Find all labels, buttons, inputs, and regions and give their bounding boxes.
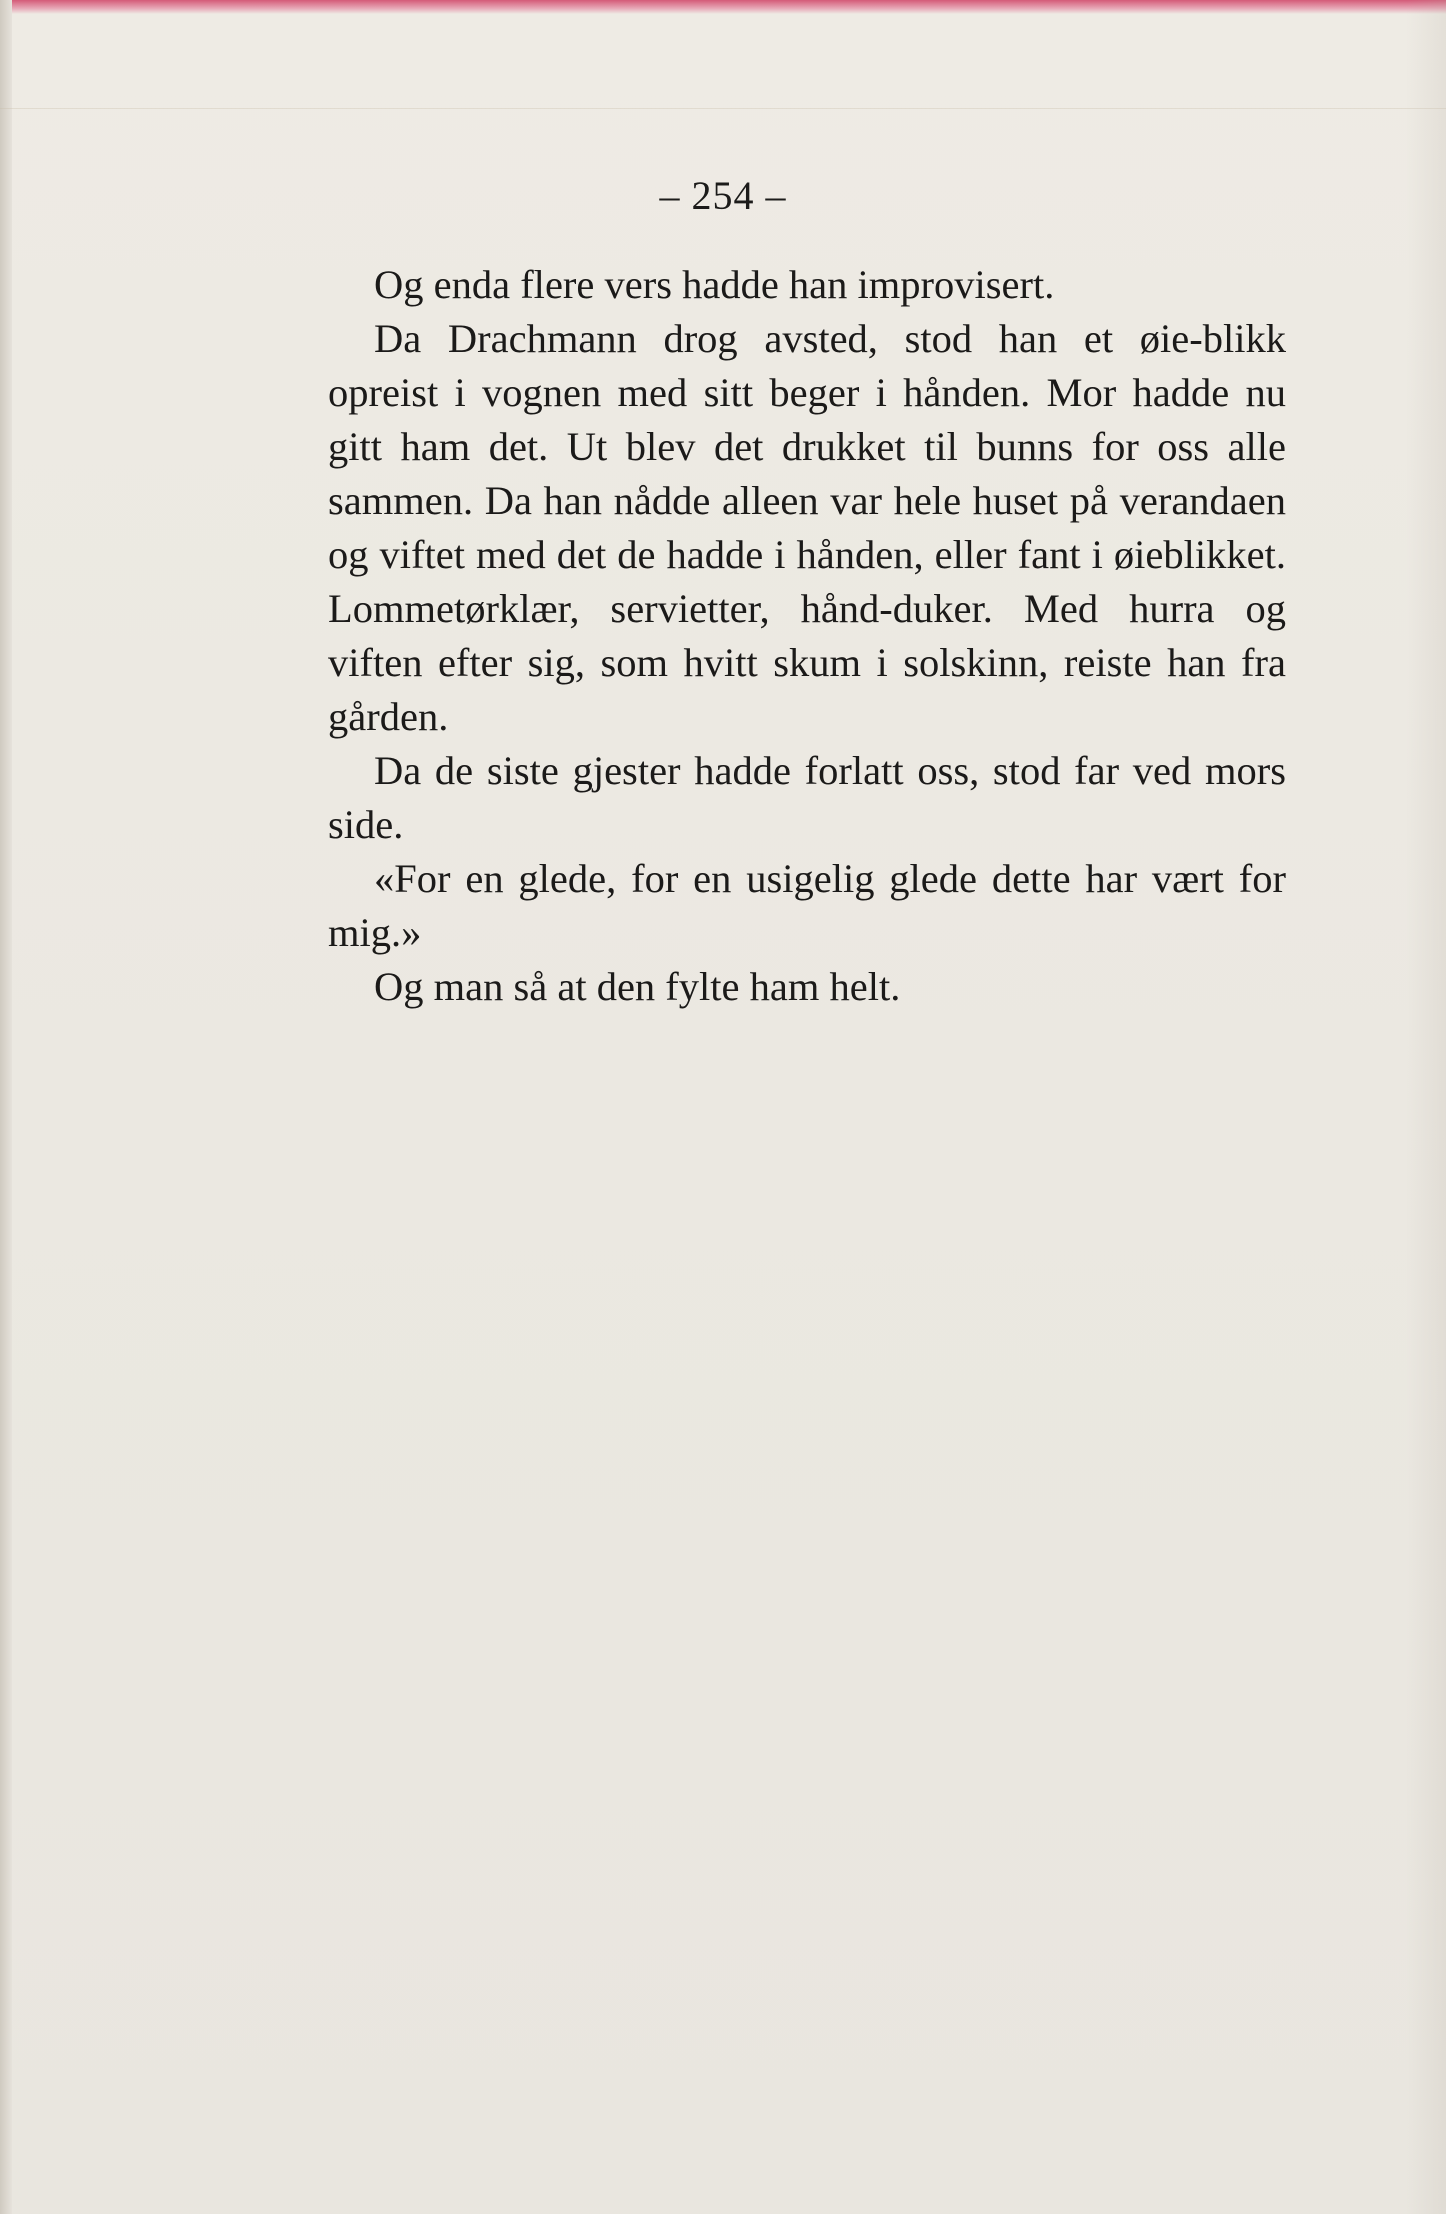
paragraph: Da de siste gjester hadde forlatt oss, stod far ved mors side. [328, 748, 1286, 847]
body-text [328, 258, 1286, 1014]
page-top-edge [0, 0, 1446, 14]
page-crease [0, 108, 1446, 109]
paragraph: Og man så at den fylte ham helt. [374, 964, 901, 1009]
page-number: – 254 – [659, 173, 787, 218]
page-gutter-shadow [0, 0, 12, 2214]
page-edge-shadow [1406, 0, 1446, 2214]
paragraph: «For en glede, for en usigelig glede dette har vært for mig.» [328, 856, 1286, 955]
paragraph: Og enda flere vers hadde han improvisert. [374, 262, 1055, 307]
paragraph: Da Drachmann drog avsted, stod han et øie‐blikk opreist i vognen med sitt beger i hånden. Mor hadde nu gitt ham det. Ut blev det drukket til bunns for oss alle sammen. Da han nådde alleen var hele huset på verandaen og viftet med det de hadde i hånden, eller fant i øieblikket. Lommetørklær, servietter, hånd‐duker. Med hurra og viften efter sig, som hvitt skum i solskinn, reiste han fra gården. [328, 316, 1286, 739]
